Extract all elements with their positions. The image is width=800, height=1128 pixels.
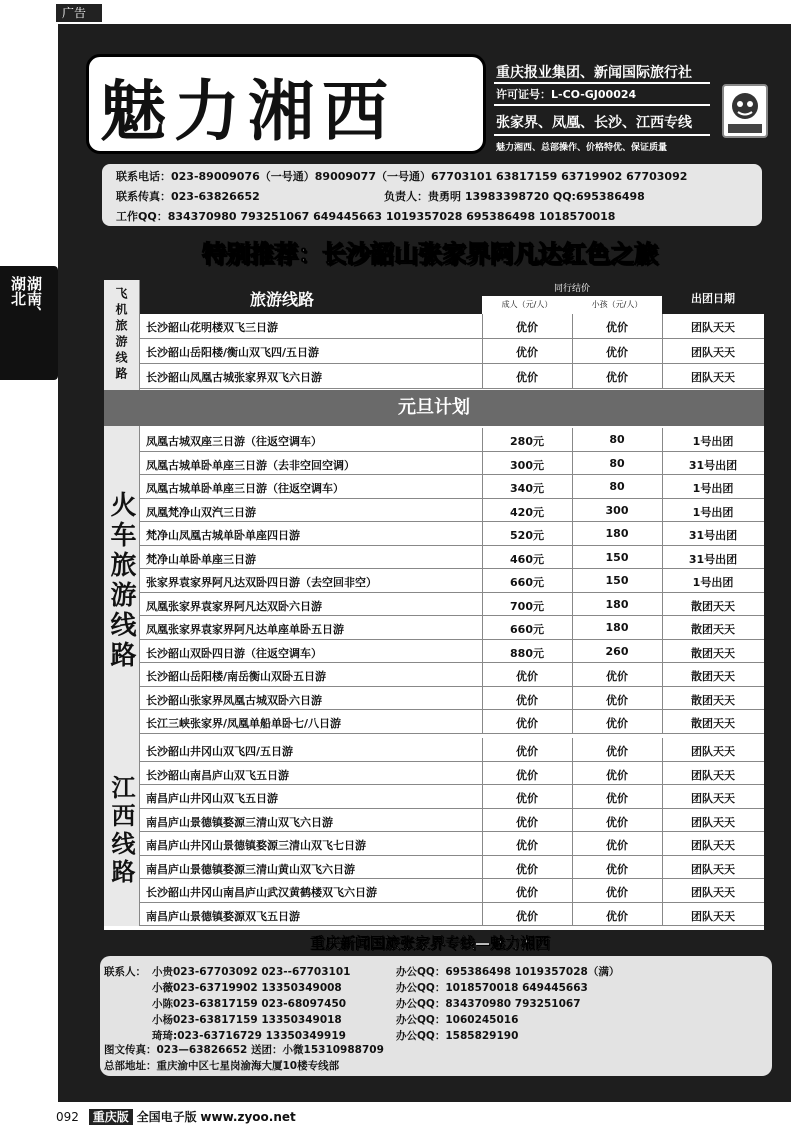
adult-price: 880元 — [510, 646, 544, 660]
feature-banner: 特别推荐：长沙韶山张家界阿凡达红色之旅 — [202, 240, 658, 268]
table-row — [140, 687, 764, 711]
adult-price: 460元 — [510, 552, 544, 566]
adult-price: 优价 — [516, 670, 538, 683]
phone-label: 联系电话： — [116, 170, 171, 183]
child-price: 优价 — [606, 886, 628, 899]
publisher: 重庆报业集团、新闻国际旅行社 — [496, 65, 692, 81]
office-qq: 办公QQ：834370980 793251067 — [396, 998, 581, 1010]
child-price: 300 — [605, 503, 629, 517]
category-train: 火车旅游线路 — [104, 426, 140, 736]
fax-label: 联系传真： — [116, 190, 171, 203]
qq-numbers: 834370980 793251067 649445663 1019357028 695386498 1018570018 — [167, 210, 616, 223]
office-qq: 办公QQ：695386498 1019357028（满） — [396, 966, 620, 978]
category-jiangxi: 江西线路 — [104, 736, 140, 926]
edition-note: 全国电子版 — [136, 1110, 197, 1124]
table-row — [140, 738, 764, 762]
license: 许可证号：L-CO-GJ00024 — [496, 88, 637, 101]
table-row — [140, 546, 764, 570]
page-number: 092 — [56, 1110, 79, 1124]
departure-date: 团队天天 — [691, 839, 735, 852]
route-name: 南昌庐山井冈山双飞五日游 — [146, 792, 278, 805]
route-name: 长沙韶山南昌庐山双飞五日游 — [146, 768, 289, 782]
header-route: 旅游线路 — [250, 290, 315, 309]
region-tab-line2: 湖北 — [9, 276, 27, 306]
table-row — [140, 569, 764, 593]
table-row — [140, 856, 764, 880]
slogan: 魅力湘西、总部操作、价格特优、保证质量 — [496, 143, 668, 153]
departure-date: 散团天天 — [691, 646, 735, 660]
route-name: 南昌庐山井冈山景德镇婺源三清山双飞七日游 — [146, 839, 366, 852]
table-row — [140, 710, 764, 734]
departure-date: 1号出团 — [692, 435, 734, 448]
table-row — [140, 785, 764, 809]
departure-date: 散团天天 — [691, 599, 735, 613]
child-price: 180 — [605, 621, 629, 634]
header-child: 小孩（元/人） — [591, 300, 643, 309]
table-row — [140, 499, 764, 523]
adult-price: 优价 — [516, 886, 538, 899]
departure-date: 散团天天 — [691, 717, 735, 730]
child-price: 180 — [605, 527, 629, 540]
table-row — [140, 616, 764, 640]
departure-date: 散团天天 — [691, 693, 735, 707]
route-name: 凤凰古城双座三日游（往返空调车） — [146, 435, 322, 448]
adult-price: 优价 — [516, 346, 538, 359]
table-row — [140, 809, 764, 833]
child-price: 80 — [609, 433, 625, 446]
adult-price: 660元 — [510, 576, 544, 589]
office-qq: 办公QQ：1585829190 — [396, 1030, 519, 1042]
header-peer-price: 同行结价 — [553, 284, 590, 294]
route-name: 南昌庐山景德镇婺源三清山双飞六日游 — [146, 815, 333, 829]
divider — [494, 82, 710, 84]
adult-price: 优价 — [516, 862, 538, 876]
route-name: 长沙韶山张家界凤凰古城双卧六日游 — [146, 693, 322, 707]
departure-date: 团队天天 — [691, 792, 735, 805]
brand-title: 魅力湘西 — [100, 72, 396, 150]
table-row — [140, 475, 764, 499]
departure-date: 1号出团 — [692, 505, 734, 519]
table-row — [140, 428, 764, 452]
manager-label: 负责人： — [384, 190, 428, 203]
route-name: 长江三峡张家界/凤凰单船单卧七/八日游 — [146, 717, 342, 730]
child-price: 优价 — [606, 792, 628, 805]
table-header — [140, 280, 764, 314]
child-price: 150 — [605, 550, 629, 564]
table-row — [140, 593, 764, 617]
contact-person: 小贵023-67703092 023--67703101 — [152, 966, 351, 978]
departure-date: 1号出团 — [692, 576, 734, 589]
route-name: 梵净山单卧单座三日游 — [146, 552, 256, 566]
route-name: 长沙韶山井冈山南昌庐山武汉黄鹤楼双飞六日游 — [146, 886, 377, 899]
adult-price: 520元 — [510, 529, 544, 542]
office-qq: 办公QQ：1018570018 649445663 — [396, 982, 588, 994]
child-price: 优价 — [606, 346, 628, 359]
departure-date: 31号出团 — [688, 552, 738, 566]
page-footer — [56, 1108, 296, 1125]
route-name: 梵净山凤凰古城单卧单座四日游 — [146, 529, 300, 542]
child-price: 优价 — [606, 909, 628, 923]
table-row — [140, 879, 764, 903]
contact-person: 小杨023-63817159 13350349018 — [152, 1014, 342, 1026]
table-row — [140, 762, 764, 786]
child-price: 优价 — [606, 862, 628, 876]
table-row — [140, 903, 764, 927]
mascot-logo-icon — [722, 84, 768, 138]
contact-person: 小薇023-63719902 13350349008 — [152, 982, 342, 994]
table-row — [140, 314, 764, 339]
contact-box — [102, 164, 762, 226]
route-name: 凤凰梵净山双汽三日游 — [146, 505, 256, 519]
departure-date: 团队天天 — [691, 371, 735, 384]
child-price: 260 — [605, 644, 629, 658]
route-name: 长沙韶山岳阳楼/南岳衡山双卧五日游 — [146, 670, 327, 683]
departure-date: 散团天天 — [691, 670, 735, 683]
route-name: 凤凰古城单卧单座三日游（去非空回空调） — [146, 458, 355, 472]
edition-label: 重庆版 — [89, 1109, 133, 1125]
departure-date: 31号出团 — [688, 529, 738, 542]
adult-price: 优价 — [516, 815, 538, 829]
route-name: 长沙韶山花明楼双飞三日游 — [146, 321, 278, 334]
section-new-year: 元旦计划 — [104, 390, 764, 426]
child-price: 优价 — [606, 693, 628, 707]
child-price: 180 — [605, 597, 629, 611]
adult-price: 优价 — [516, 717, 538, 730]
child-price: 优价 — [606, 321, 628, 334]
route-name: 凤凰古城单卧单座三日游（往返空调车） — [146, 482, 344, 495]
child-price: 优价 — [606, 371, 628, 384]
region-tab-line1: 湖南、 — [25, 276, 43, 321]
child-price: 80 — [609, 480, 625, 493]
adult-price: 340元 — [510, 482, 544, 495]
departure-date: 31号出团 — [688, 458, 738, 472]
table-row — [140, 339, 764, 364]
footer-fax: 图文传真：023—63826652 送团：小微15310988709 — [104, 1044, 384, 1056]
child-price: 优价 — [606, 768, 628, 782]
table-row — [140, 522, 764, 546]
footer-title: 重庆新闻国旅张家界专线—魅力湘西 — [309, 934, 550, 952]
departure-date: 1号出团 — [692, 482, 734, 495]
adult-price: 优价 — [516, 693, 538, 707]
adult-price: 280元 — [510, 435, 544, 448]
route-name: 南昌庐山景德镇婺源双飞五日游 — [146, 909, 300, 923]
adult-price: 300元 — [510, 458, 544, 472]
table-row — [140, 364, 764, 389]
route-name: 张家界袁家界阿凡达双卧四日游（去空回非空） — [146, 576, 377, 589]
adult-price: 660元 — [510, 623, 544, 636]
footer-address: 总部地址：重庆渝中区七星岗渝海大厦10楼专线部 — [104, 1060, 340, 1072]
table-row — [140, 640, 764, 664]
adult-price: 优价 — [516, 321, 538, 334]
region-tab — [0, 266, 58, 380]
table-row — [140, 663, 764, 687]
child-price: 优价 — [606, 839, 628, 852]
child-price: 优价 — [606, 670, 628, 683]
route-name: 长沙韶山凤凰古城张家界双飞六日游 — [146, 371, 322, 384]
departure-date: 团队天天 — [691, 745, 735, 758]
fax-number: 023-63826652 — [171, 190, 260, 203]
header-adult: 成人（元/人） — [501, 300, 553, 309]
divider — [494, 104, 710, 106]
manager-info: 贵勇明 13983398720 QQ:695386498 — [428, 190, 645, 203]
route-table — [104, 280, 764, 930]
adult-price: 优价 — [516, 909, 538, 923]
child-price: 150 — [605, 574, 629, 587]
table-row — [140, 832, 764, 856]
header-date: 出团日期 — [691, 292, 735, 305]
route-name: 南昌庐山景德镇婺源三清山黄山双飞六日游 — [146, 862, 355, 876]
adult-price: 优价 — [516, 371, 538, 384]
route-name: 凤凰张家界袁家界阿凡达单座单卧五日游 — [146, 623, 344, 636]
departure-date: 团队天天 — [691, 815, 735, 829]
departure-date: 团队天天 — [691, 886, 735, 899]
departure-date: 团队天天 — [691, 862, 735, 876]
adult-price: 700元 — [510, 599, 544, 613]
departure-date: 团队天天 — [691, 346, 735, 359]
child-price: 优价 — [606, 717, 628, 730]
departure-date: 团队天天 — [691, 321, 735, 334]
contact-person: 琦琦:023-63716729 13350349919 — [152, 1030, 346, 1042]
route-name: 凤凰张家界袁家界阿凡达双卧六日游 — [146, 599, 322, 613]
departure-date: 散团天天 — [691, 623, 735, 636]
departure-date: 团队天天 — [691, 768, 735, 782]
adult-price: 420元 — [510, 505, 544, 519]
contact-person: 小陈023-63817159 023-68097450 — [152, 998, 347, 1010]
site-link[interactable]: www.zyoo.net — [200, 1110, 296, 1124]
adult-price: 优价 — [516, 839, 538, 852]
table-row — [140, 452, 764, 476]
route-list: 张家界、凤凰、长沙、江西专线 — [496, 115, 692, 131]
contacts-label: 联系人： — [104, 966, 146, 978]
phone-numbers: 023-89009076（一号通）89009077（一号通）67703101 63817159 63719902 67703092 — [171, 170, 688, 183]
route-name: 长沙韶山岳阳楼/衡山双飞四/五日游 — [146, 346, 320, 359]
child-price: 80 — [609, 456, 625, 470]
category-air: 飞机旅游线路 — [104, 280, 140, 390]
child-price: 优价 — [606, 815, 628, 829]
route-name: 长沙韶山井冈山双飞四/五日游 — [146, 745, 294, 758]
divider — [494, 134, 710, 136]
route-name: 长沙韶山双卧四日游（往返空调车） — [146, 646, 322, 660]
adult-price: 优价 — [516, 768, 538, 782]
adult-price: 优价 — [516, 745, 538, 758]
adult-price: 优价 — [516, 792, 538, 805]
departure-date: 团队天天 — [691, 909, 735, 923]
office-qq: 办公QQ：1060245016 — [396, 1014, 519, 1026]
ad-tag: 广告 — [56, 4, 102, 22]
child-price: 优价 — [606, 745, 628, 758]
qq-label: 工作QQ： — [116, 210, 168, 223]
footer-contacts — [100, 956, 772, 1076]
